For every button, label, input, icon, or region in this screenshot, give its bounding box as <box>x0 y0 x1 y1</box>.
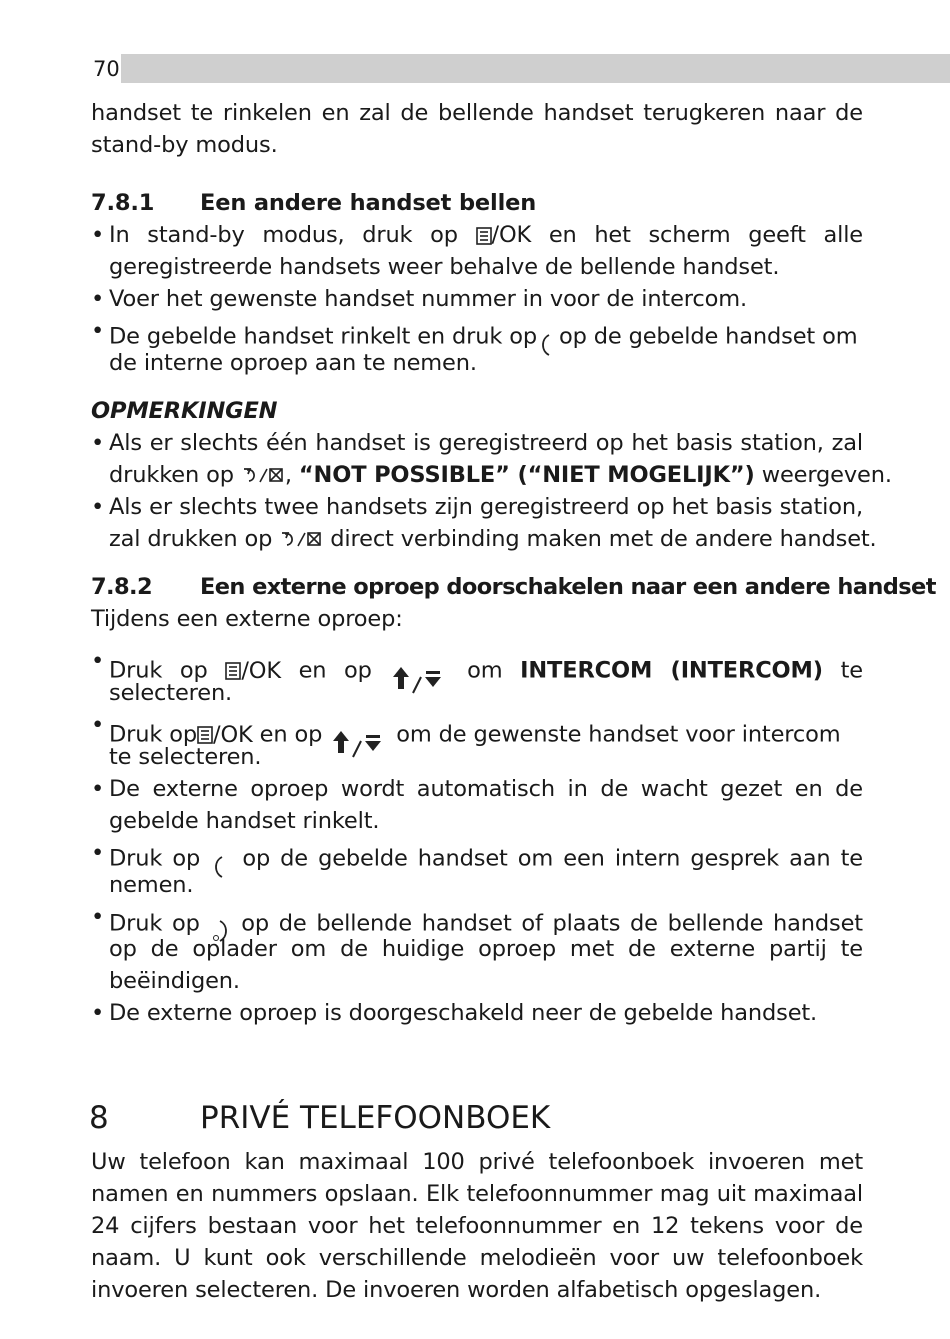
bullet: • <box>91 904 105 930</box>
text: In stand-by modus, druk op <box>109 222 458 248</box>
list-item: Druk op /OK en op om INTERCOM (INTERCOM) te <box>109 645 863 697</box>
list-item-cont: gebelde handset rinkelt. <box>109 808 380 834</box>
section-intro: Tijdens een externe oproep: <box>91 606 403 632</box>
section-heading-7-8-2 <box>91 571 936 603</box>
bullet: • <box>91 712 105 738</box>
list-item: Druk op op de gebelde handset om een intern gesprek aan te <box>109 837 863 881</box>
list-item: De externe oproep is doorgeschakeld neer de gebelde handset. <box>109 1000 818 1026</box>
chapter-body-line: naam. U kunt ook verschillende melodieën voor uw telefoonboek <box>91 1245 863 1271</box>
chapter-heading <box>89 1098 550 1138</box>
section-title: Een andere handset bellen <box>200 190 537 216</box>
section-title: Een externe oproep doorschakelen naar een andere handset <box>200 574 936 600</box>
chapter-body-line: Uw telefoon kan maximaal 100 privé telefoonboek invoeren met <box>91 1149 863 1175</box>
intro-line: stand-by modus. <box>91 132 278 158</box>
note-item: Als er slechts één handset is geregistreerd op het basis station, zal <box>109 430 863 456</box>
back-mute-icon <box>279 530 323 550</box>
menu-ok-key: /OK <box>197 722 253 748</box>
list-item <box>109 219 863 251</box>
bullet: • <box>91 430 105 456</box>
chapter-title: PRIVÉ TELEFOONBOEK <box>200 1100 551 1136</box>
bullet: • <box>91 494 105 520</box>
list-item: De externe oproep wordt automatisch in de wacht gezet en de <box>109 776 863 802</box>
list-item-cont: de interne oproep aan te nemen. <box>109 350 477 376</box>
list-item-cont: geregistreerde handsets weer behalve de bellende handset. <box>109 254 780 280</box>
bullet: • <box>91 286 105 312</box>
chapter-number: 8 <box>89 1100 109 1136</box>
list-item-cont: op de oplader om de huidige oproep met de externe partij te <box>109 936 863 962</box>
list-item-cont: selecteren. <box>109 680 233 706</box>
list-item-cont: nemen. <box>109 872 194 898</box>
chapter-body-line: invoeren selecteren. De invoeren worden alfabetisch opgeslagen. <box>91 1277 822 1303</box>
note-item-cont: drukken op , “NOT POSSIBLE” (“NIET MOGELIJK”) weergeven. <box>109 462 892 488</box>
list-item-cont: beëindigen. <box>109 968 240 994</box>
bullet: • <box>91 776 105 802</box>
list-item: Druk op /OK en op om de gewenste handset voor intercom <box>109 709 863 761</box>
chapter-body-line: 24 cijfers bestaan voor het telefoonnummer en 12 tekens voor de <box>91 1213 863 1239</box>
list-item: Druk op op de bellende handset of plaats de bellende handset <box>109 901 863 947</box>
menu-icon <box>476 227 492 245</box>
menu-ok-key: /OK <box>225 658 281 684</box>
list-item-cont: te selecteren. <box>109 744 262 770</box>
note-item: Als er slechts twee handsets zijn geregistreerd op het basis station, <box>109 494 863 520</box>
header-bar <box>91 54 950 83</box>
section-number: 7.8.2 <box>91 574 153 600</box>
note-item-cont: zal drukken op direct verbinding maken met de andere handset. <box>109 526 877 552</box>
intro-line: handset te rinkelen en zal de bellende handset terugkeren naar de <box>91 100 863 126</box>
text: en het scherm geeft alle <box>548 222 863 248</box>
bullet: • <box>91 840 105 866</box>
section-number: 7.8.1 <box>91 190 155 216</box>
bullet: • <box>91 1000 105 1026</box>
back-mute-icon <box>241 466 285 486</box>
menu-ok-key: /OK <box>476 222 532 248</box>
page-number: 70 <box>91 54 121 83</box>
bullet: • <box>91 222 105 248</box>
section-heading-7-8-1 <box>91 187 863 219</box>
notes-heading: OPMERKINGEN <box>91 398 278 424</box>
chapter-body-line: namen en nummers opslaan. Elk telefoonnummer mag uit maximaal <box>91 1181 863 1207</box>
bullet: • <box>91 648 105 674</box>
list-item: Voer het gewenste handset nummer in voor de intercom. <box>109 286 748 312</box>
bullet: • <box>91 318 105 344</box>
list-item: De gebelde handset rinkelt en druk op op de gebelde handset om <box>109 315 863 359</box>
